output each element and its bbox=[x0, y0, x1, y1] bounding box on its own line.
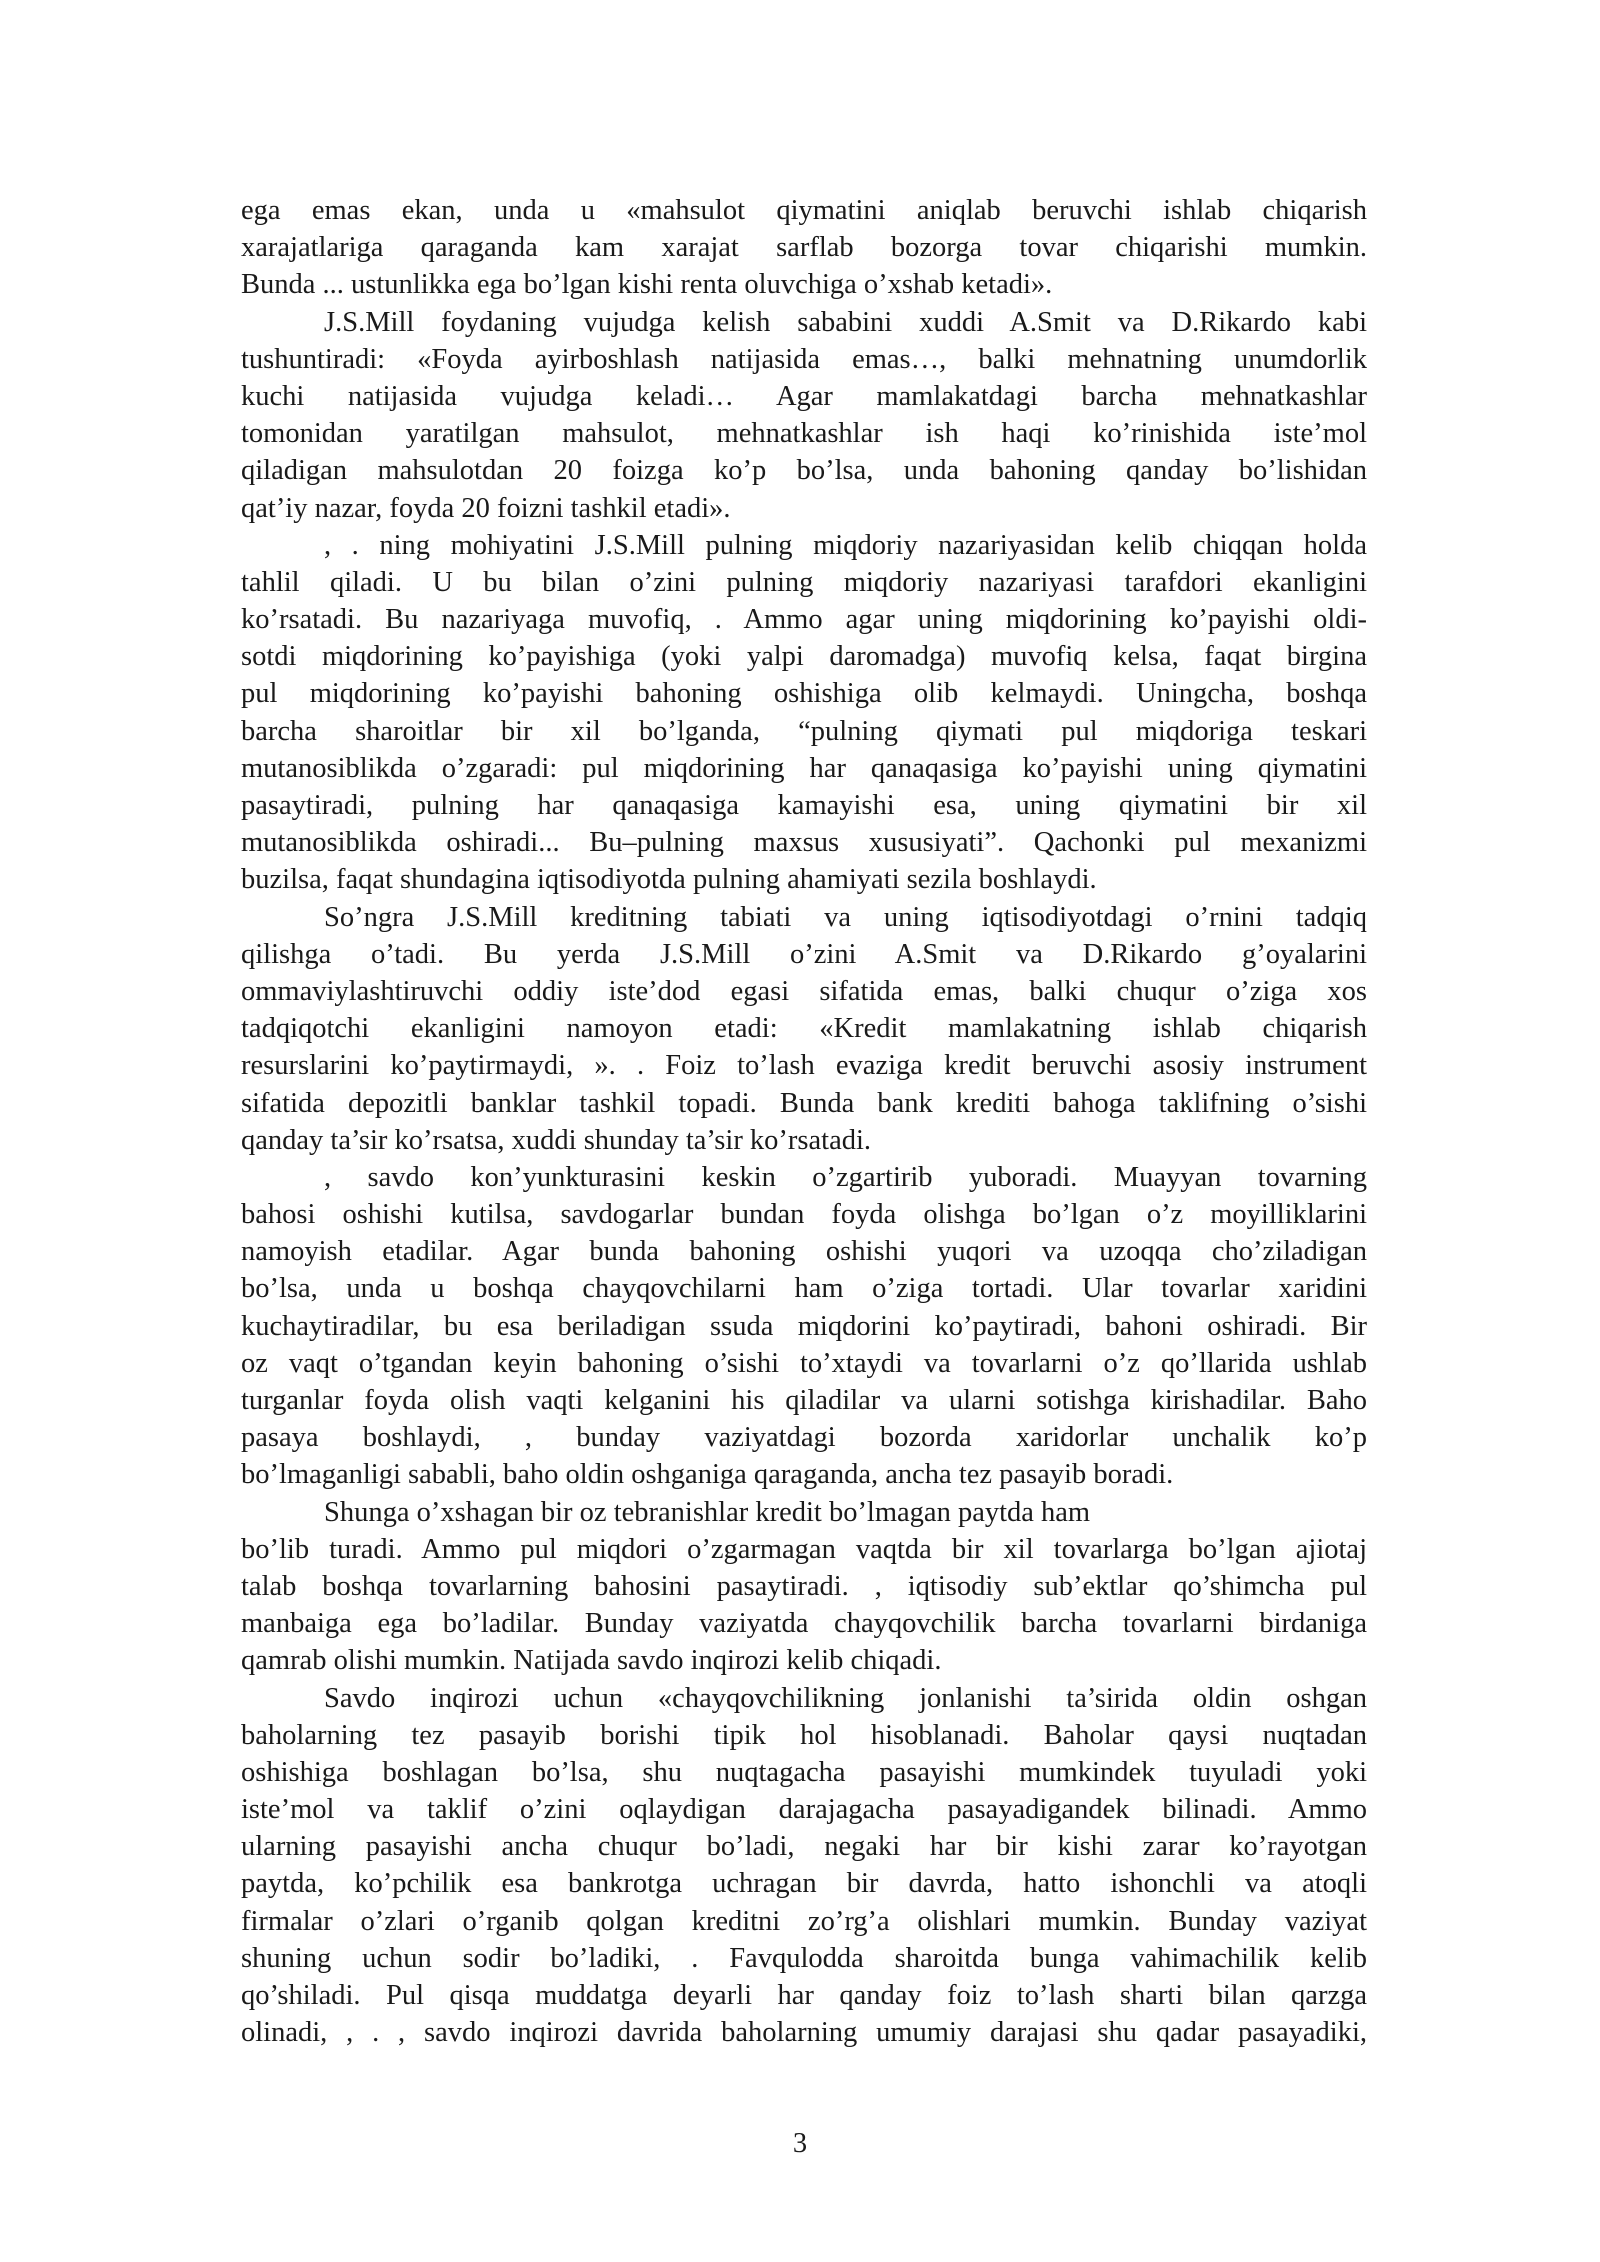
text-line: firmalar o’zlari o’rganib qolgan kreditni zo’rg’a olishlari mumkin. Bunday vaziyat bbox=[241, 1905, 1367, 1937]
text-line: manbaiga ega bo’ladilar. Bunday vaziyatda chayqovchilik barcha tovarlarni birdaniga bbox=[241, 1608, 1367, 1640]
text-line: resurslarini ko’paytirmaydi, ». . Foiz to’lash evaziga kredit beruvchi asosiy instrument bbox=[241, 1050, 1367, 1082]
text-line: qanday ta’sir ko’rsatsa, xuddi shunday ta’sir ko’rsatadi. bbox=[241, 1124, 872, 1156]
text-line: qilishga o’tadi. Bu yerda J.S.Mill o’zini A.Smit va D.Rikardo g’oyalarini bbox=[241, 938, 1367, 970]
text-line: buzilsa, faqat shundagina iqtisodiyotda pulning ahamiyati sezila boshlaydi. bbox=[241, 864, 1097, 896]
text-line: sifatida depozitli banklar tashkil topadi. Bunda bank krediti bahoga taklifning o’sishi bbox=[241, 1087, 1367, 1119]
text-line: J.S.Mill foydaning vujudga kelish sababini xuddi A.Smit va D.Rikardo kabi bbox=[324, 306, 1367, 338]
paragraph bbox=[241, 899, 1367, 1159]
text-line: qamrab olishi mumkin. Natijada savdo inqirozi kelib chiqadi. bbox=[241, 1645, 942, 1677]
text-line: xarajatlariga qaraganda kam xarajat sarflab bozorga tovar chiqarishi mumkin. bbox=[241, 232, 1367, 264]
text-line: tadqiqotchi ekanligini namoyon etadi: «Kredit mamlakatning ishlab chiqarish bbox=[241, 1013, 1367, 1045]
text-line: mutanosiblikda oshiradi... Bu–pulning maxsus xususiyati”. Qachonki pul mexanizmi bbox=[241, 827, 1367, 859]
text-line: bo’lib turadi. Ammo pul miqdori o’zgarmagan vaqtda bir xil tovarlarga bo’lgan ajiotaj bbox=[241, 1533, 1367, 1565]
text-line: tomonidan yaratilgan mahsulot, mehnatkashlar ish haqi ko’rinishida iste’mol bbox=[241, 418, 1367, 450]
text-line: shuning uchun sodir bo’ladiki, . Favqulodda sharoitda bunga vahimachilik kelib bbox=[241, 1942, 1367, 1974]
paragraph bbox=[241, 192, 1367, 304]
text-line: kuchaytiradilar, bu esa beriladigan ssuda miqdorini ko’paytiradi, bahoni oshiradi. Bir bbox=[241, 1310, 1367, 1342]
text-line: paytda, ko’pchilik esa bankrotga uchragan bir davrda, hatto ishonchli va atoqli bbox=[241, 1868, 1367, 1900]
text-line: Shunga o’xshagan bir oz tebranishlar kredit bo’lmagan paytda ham bbox=[324, 1496, 1091, 1528]
text-line: qiladigan mahsulotdan 20 foizga ko’p bo’lsa, unda bahoning qanday bo’lishidan bbox=[241, 455, 1367, 487]
text-line: qo’shiladi. Pul qisqa muddatga deyarli har qanday foiz to’lash sharti bilan qarzga bbox=[241, 1980, 1367, 2011]
text-line: oz vaqt o’tgandan keyin bahoning o’sishi to’xtaydi va tovarlarni o’z qo’llarida ushlab bbox=[241, 1347, 1367, 1379]
paragraph bbox=[241, 1494, 1367, 1680]
text-line: kuchi natijasida vujudga keladi… Agar mamlakatdagi barcha mehnatkashlar bbox=[241, 380, 1367, 412]
text-line: olinadi, , . , savdo inqirozi davrida baholarning umumiy darajasi shu qadar pasayadiki, bbox=[241, 2017, 1367, 2049]
text-line: , . ning mohiyatini J.S.Mill pulning miqdoriy nazariyasidan kelib chiqqan holda bbox=[324, 529, 1367, 561]
text-line: , savdo kon’yunkturasini keskin o’zgartirib yuboradi. Muayyan tovarning bbox=[324, 1161, 1367, 1193]
page-number: 3 bbox=[792, 2128, 808, 2159]
text-line: ommaviylashtiruvchi oddiy iste’dod egasi sifatida emas, balki chuqur o’ziga xos bbox=[241, 975, 1367, 1007]
text-line: Savdo inqirozi uchun «chayqovchilikning jonlanishi ta’sirida oldin oshgan bbox=[324, 1682, 1367, 1714]
text-line: Bunda ... ustunlikka ega bo’lgan kishi renta oluvchiga o’xshab ketadi». bbox=[241, 269, 1053, 301]
text-line: pasaytiradi, pulning har qanaqasiga kamayishi esa, uning qiymatini bir xil bbox=[241, 790, 1367, 821]
text-line: baholarning tez pasayib borishi tipik hol hisoblanadi. Baholar qaysi nuqtadan bbox=[241, 1719, 1367, 1751]
paragraph bbox=[241, 304, 1367, 527]
text-line: pul miqdorining ko’payishi bahoning oshishiga olib kelmaydi. Uningcha, boshqa bbox=[241, 678, 1367, 710]
text-line: oshishiga boshlagan bo’lsa, shu nuqtagacha pasayishi mumkindek tuyuladi yoki bbox=[241, 1756, 1367, 1788]
text-line: qat’iy nazar, foyda 20 foizni tashkil etadi». bbox=[241, 492, 731, 524]
text-line: bo’lsa, unda u boshqa chayqovchilarni ham o’ziga tortadi. Ular tovarlar xaridini bbox=[241, 1273, 1367, 1305]
paragraph bbox=[241, 527, 1367, 899]
text-line: tahlil qiladi. U bu bilan o’zini pulning miqdoriy nazariyasi tarafdori ekanligini bbox=[241, 566, 1367, 598]
paragraph bbox=[241, 1680, 1367, 2052]
text-line: namoyish etadilar. Agar bunda bahoning oshishi yuqori va uzoqqa cho’ziladigan bbox=[241, 1236, 1367, 1268]
text-line: So’ngra J.S.Mill kreditning tabiati va uning iqtisodiyotdagi o’rnini tadqiq bbox=[324, 901, 1367, 933]
text-line: iste’mol va taklif o’zini oqlaydigan darajagacha pasayadigandek bilinadi. Ammo bbox=[241, 1794, 1367, 1826]
text-line: ko’rsatadi. Bu nazariyaga muvofiq, . Ammo agar uning miqdorining ko’payishi oldi- bbox=[241, 604, 1367, 636]
text-line: turganlar foyda olish vaqti kelganini his qiladilar va ularni sotishga kirishadilar. Baho bbox=[241, 1385, 1367, 1416]
text-line: sotdi miqdorining ko’payishiga (yoki yalpi daromadga) muvofiq kelsa, faqat birgina bbox=[241, 641, 1367, 673]
text-line: ega emas ekan, unda u «mahsulot qiymatini aniqlab beruvchi ishlab chiqarish bbox=[241, 195, 1367, 226]
text-line: talab boshqa tovarlarning bahosini pasaytiradi. , iqtisodiy sub’ektlar qo’shimcha pul bbox=[241, 1570, 1367, 1602]
text-line: pasaya boshlaydi, , bunday vaziyatdagi bozorda xaridorlar unchalik ko’p bbox=[241, 1422, 1367, 1454]
text-line: bahosi oshishi kutilsa, savdogarlar bundan foyda olishga bo’lgan o’z moyilliklarini bbox=[241, 1199, 1367, 1231]
text-line: bo’lmaganligi sababli, baho oldin oshganiga qaraganda, ancha tez pasayib boradi. bbox=[241, 1459, 1174, 1491]
text-line: tushuntiradi: «Foyda ayirboshlash natijasida emas…, balki mehnatning unumdorlik bbox=[241, 343, 1367, 375]
text-line: mutanosiblikda o’zgaradi: pul miqdorining har qanaqasiga ko’payishi uning qiymatini bbox=[241, 752, 1367, 784]
document-page bbox=[241, 192, 1367, 2051]
text-line: ularning pasayishi ancha chuqur bo’ladi, negaki har bir kishi zarar ko’rayotgan bbox=[241, 1831, 1367, 1863]
text-line: barcha sharoitlar bir xil bo’lganda, “pulning qiymati pul miqdoriga teskari bbox=[241, 715, 1367, 747]
paragraph bbox=[241, 1159, 1367, 1494]
